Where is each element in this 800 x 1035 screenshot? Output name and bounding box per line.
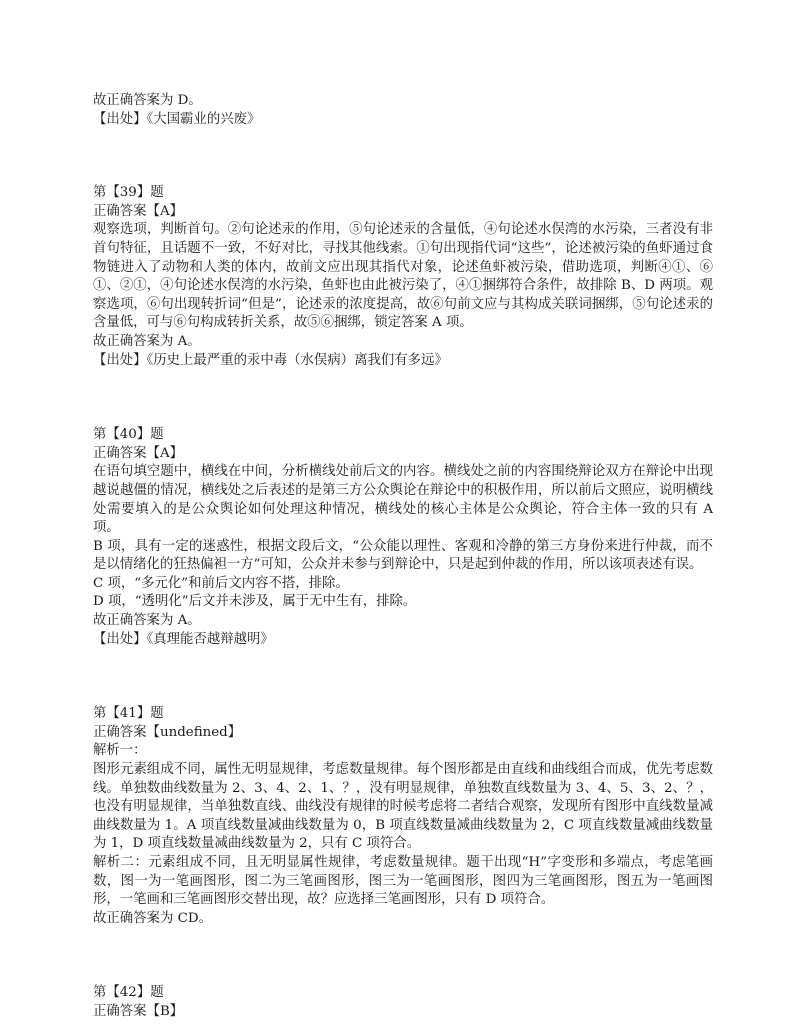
answer-line: 故正确答案为 A。 bbox=[93, 613, 201, 629]
question-title: 第【42】题 bbox=[93, 985, 164, 1001]
source-line: 【出处】《真理能否越辩越明》 bbox=[93, 631, 274, 647]
question-39 bbox=[93, 184, 713, 370]
explanation-heading: 解析一： bbox=[93, 743, 147, 759]
question-title: 第【41】题 bbox=[93, 706, 164, 722]
correct-answer: 正确答案【undefined】 bbox=[93, 724, 242, 740]
question-38-tail bbox=[93, 92, 713, 129]
question-title: 第【40】题 bbox=[93, 427, 164, 443]
correct-answer: 正确答案【A】 bbox=[93, 445, 184, 461]
correct-answer: 正确答案【B】 bbox=[93, 1003, 184, 1019]
explanation-paragraph: D 项，“透明化”后文并未涉及，属于无中生有，排除。 bbox=[93, 594, 417, 610]
explanation-paragraph: 图形元素组成不同，属性无明显规律，考虑数量规律。每个图形都是由直线和曲线组合而成，优先考虑数线。单独数曲线数量为 2、3、4、2、1、？，没有明显规律，单独数直线数量为 3、4、5、3、2、？，也没有明显规律，当单独数直线、曲线没有规律的时候考虑将二者结合观察，发现所有图形中直线数量减曲线数量为 1。A 项直线数量减曲线数量为 0，B 项直线数量减曲线数量为 2，C 项直线数量减曲线数量为 1，D 项直线数量减曲线数量为 2，只有 C 项符合。 bbox=[93, 762, 713, 852]
document-page bbox=[93, 92, 713, 1022]
explanation-paragraph: C 项，“多元化”和前后文内容不搭，排除。 bbox=[93, 575, 349, 591]
question-40 bbox=[93, 426, 713, 649]
explanation-paragraph: B 项，具有一定的迷惑性，根据文段后文，“公众能以理性、客观和冷静的第三方身份来进行仲裁，而不是以情绪化的狂热偏袒一方”可知，公众并未参与到辩论中，只是起到仲裁的作用，所以该项表述有误。 bbox=[93, 538, 713, 573]
explanation-paragraph: 在语句填空题中，横线在中间，分析横线处前后文的内容。横线处之前的内容围绕辩论双方在辩论中出现越说越僵的情况，横线处之后表述的是第三方公众舆论在辩论中的积极作用，所以前后文照应，说明横线处需要填入的是公众舆论如何处理这种情况，横线处的核心主体是公众舆论，符合主体一致的只有 A 项。 bbox=[93, 464, 713, 536]
answer-line: 故正确答案为 A。 bbox=[93, 333, 201, 349]
question-41 bbox=[93, 705, 713, 928]
explanation-paragraph: 观察选项，判断首句。②句论述汞的作用，⑤句论述汞的含量低，④句论述水俣湾的水污染，三者没有非首句特征，且话题不一致，不好对比，寻找其他线索。①句出现指代词“这些”，论述被污染的鱼虾通过食物链进入了动物和人类的体内，故前文应出现其指代对象，论述鱼虾被污染，借助选项，判断④①、⑥①、②①，④句论述水俣湾的水污染，鱼虾也由此被污染了，④①捆绑符合条件，故排除 B、D 两项。观察选项，⑥句出现转折词“但是”，论述汞的浓度提高，故⑥句前文应与其构成关联词捆绑，⑤句论述汞的含量低，可与⑥句构成转折关系，故⑤⑥捆绑，锁定答案 A 项。 bbox=[93, 222, 713, 331]
explanation-paragraph: 解析二：元素组成不同，且无明显属性规律，考虑数量规律。题干出现“H”字变形和多端点，考虑笔画数，图一为一笔画图形，图二为三笔画图形，图三为一笔画图形，图四为三笔画图形，图五为一笔画图形，一笔画和三笔画图形交替出现，故？应选择三笔画图形，只有 D 项符合。 bbox=[93, 855, 713, 908]
answer-line: 故正确答案为 CD。 bbox=[93, 910, 212, 926]
source-line: 【出处】《大国霸业的兴废》 bbox=[93, 111, 261, 127]
answer-line: 故正确答案为 D。 bbox=[93, 93, 202, 108]
question-42 bbox=[93, 984, 713, 1021]
question-title: 第【39】题 bbox=[93, 185, 164, 201]
source-line: 【出处】《历史上最严重的汞中毒（水俣病）离我们有多远》 bbox=[93, 352, 448, 368]
correct-answer: 正确答案【A】 bbox=[93, 203, 184, 219]
